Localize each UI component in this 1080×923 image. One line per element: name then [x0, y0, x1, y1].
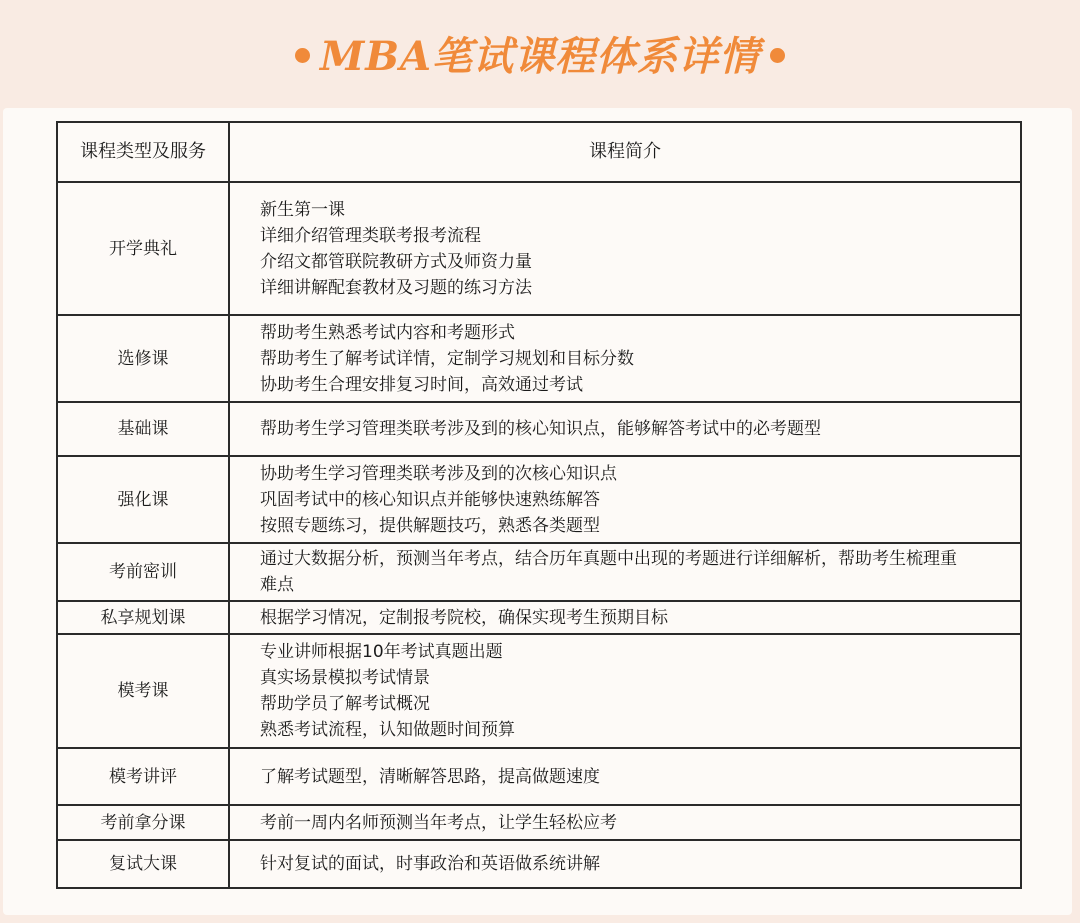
table-row [57, 315, 1021, 402]
desc-line: 帮助考生学习管理类联考涉及到的核心知识点，能够解答考试中的必考题型 [260, 419, 821, 439]
header-course-type: 课程类型及服务 [57, 122, 229, 182]
course-type-cell: 基础课 [57, 402, 229, 456]
course-desc-cell [229, 840, 1021, 888]
desc-line: 帮助考生熟悉考试内容和考题形式 [260, 322, 515, 343]
course-desc-cell [229, 601, 1021, 634]
desc-line: 难点 [260, 575, 294, 595]
table-row [57, 182, 1021, 315]
course-desc-cell [229, 634, 1021, 748]
course-desc-cell [229, 543, 1021, 601]
header-course-intro: 课程简介 [229, 122, 1021, 182]
desc-line: 新生第一课 [260, 199, 345, 220]
course-type-cell: 模考讲评 [57, 748, 229, 805]
course-table [56, 121, 1022, 889]
course-desc-cell [229, 402, 1021, 456]
table-header-row [57, 122, 1021, 182]
desc-line: 根据学习情况，定制报考院校，确保实现考生预期目标 [260, 607, 668, 628]
title-dot-right [770, 48, 785, 63]
table-row [57, 634, 1021, 748]
course-type-cell: 模考课 [57, 634, 229, 748]
course-desc-cell [229, 748, 1021, 805]
desc-line: 协助考生合理安排复习时间，高效通过考试 [260, 374, 583, 395]
course-desc-cell [229, 182, 1021, 315]
course-desc-cell [229, 805, 1021, 840]
title-bar [0, 0, 1080, 110]
desc-line: 帮助考生了解考试详情，定制学习规划和目标分数 [260, 348, 634, 369]
course-type-cell: 考前拿分课 [57, 805, 229, 840]
desc-line: 了解考试题型，清晰解答思路，提高做题速度 [260, 766, 600, 787]
course-desc-cell [229, 315, 1021, 402]
desc-line: 巩固考试中的核心知识点并能够快速熟练解答 [260, 489, 600, 510]
table-row [57, 748, 1021, 805]
course-type-cell: 选修课 [57, 315, 229, 402]
title-dot-left [295, 48, 310, 63]
course-type-cell: 复试大课 [57, 840, 229, 888]
course-type-cell: 考前密训 [57, 543, 229, 601]
desc-line: 介绍文都管联院教研方式及师资力量 [260, 251, 532, 272]
table-row [57, 805, 1021, 840]
desc-line: 考前一周内名师预测当年考点，让学生轻松应考 [260, 812, 617, 833]
table-row [57, 601, 1021, 634]
desc-line: 熟悉考试流程，认知做题时间预算 [260, 720, 515, 740]
desc-line: 针对复试的面试，时事政治和英语做系统讲解 [260, 854, 600, 874]
table-row [57, 456, 1021, 543]
desc-line: 按照专题练习，提供解题技巧，熟悉各类题型 [260, 515, 600, 536]
table-row [57, 543, 1021, 601]
course-type-cell: 开学典礼 [57, 182, 229, 315]
table-row [57, 840, 1021, 888]
desc-line: 专业讲师根据10年考试真题出题 [260, 642, 503, 662]
course-type-cell: 强化课 [57, 456, 229, 543]
desc-line: 帮助学员了解考试概况 [260, 694, 430, 714]
desc-line: 详细介绍管理类联考报考流程 [260, 225, 481, 246]
table-row [57, 402, 1021, 456]
desc-line: 协助考生学习管理类联考涉及到的次核心知识点 [260, 463, 617, 484]
desc-line: 通过大数据分析，预测当年考点，结合历年真题中出现的考题进行详细解析，帮助考生梳理重 [260, 549, 957, 569]
course-desc-cell [229, 456, 1021, 543]
desc-line: 详细讲解配套教材及习题的练习方法 [260, 277, 532, 298]
page-title: MBA笔试课程体系详情 [319, 32, 761, 80]
desc-line: 真实场景模拟考试情景 [260, 668, 430, 688]
course-type-cell: 私享规划课 [57, 601, 229, 634]
